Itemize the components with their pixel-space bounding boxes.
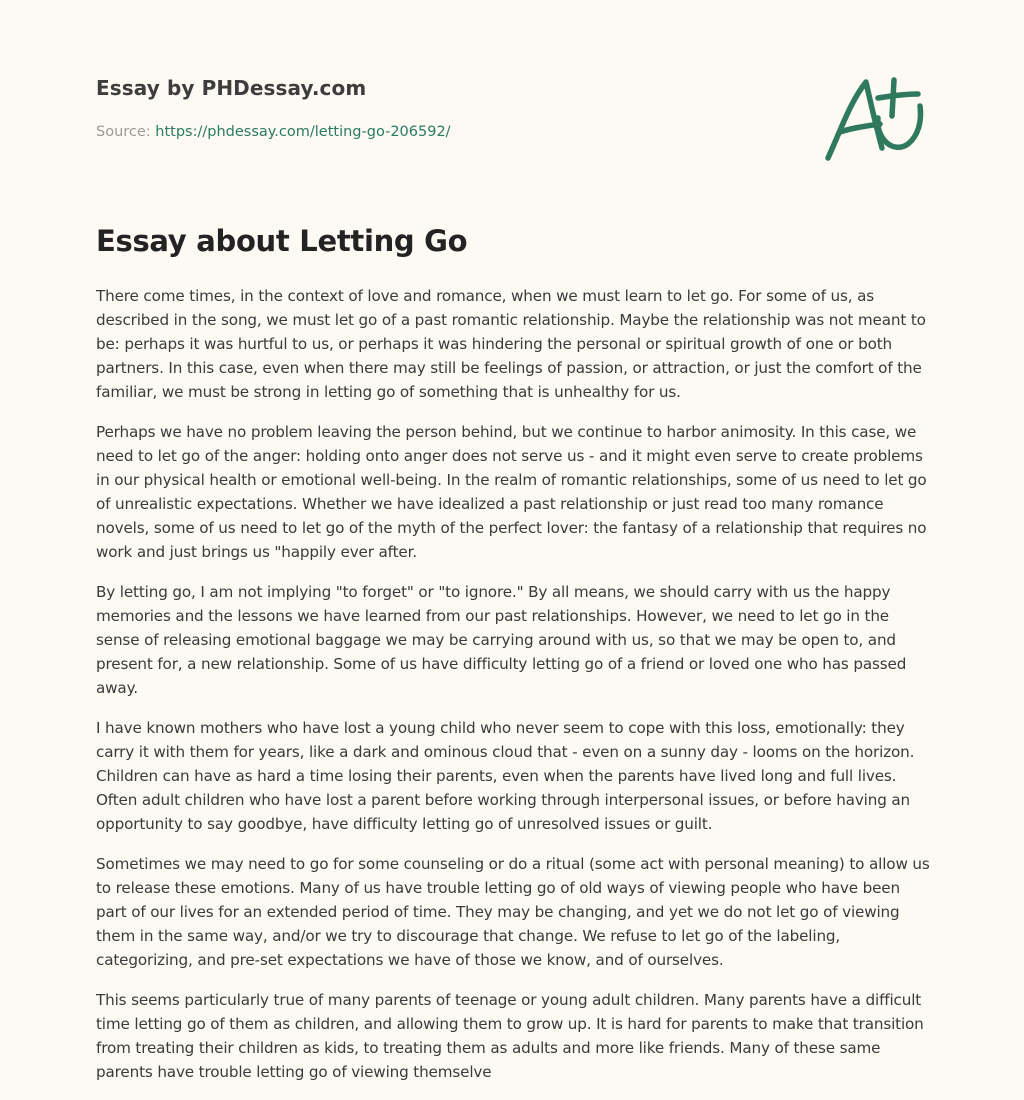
essay-paragraph: There come times, in the context of love and romance, when we must learn to let go. For some of us, as described in the song, we must let go of a past romantic relationship. Maybe the relationship was not meant to be: perhaps it was hurtful to us, or perhaps it was hindering the personal or spiritual growth of one or both partners. In this case, even when there may still be feelings of passion, or attraction, or just the comfort of the familiar, we must be strong in letting go of something that is unhealthy for us. [96,287,926,401]
source-label: Source: [96,124,156,140]
essay-body [96,284,932,1100]
site-title: Essay by PHDessay.com [96,76,367,100]
source-line [96,124,451,140]
essay-paragraph: By letting go, I am not implying "to forget" or "to ignore." By all means, we should carry with us the happy memories and the lessons we have learned from our past relationships. However, we need to let go in the sense of releasing emotional baggage we may be carrying around with us, so that we may be open to, and present for, a new relationship. Some of us have difficulty letting go of a friend or loved one who has passed away. [96,583,907,697]
essay-paragraph: I have known mothers who have lost a young child who never seem to cope with this loss, emotionally: they carry it with them for years, like a dark and ominous cloud that - even on a sunny day - looms on the horizon. Children can have as hard a time losing their parents, even when the parents have lived long and full lives. Often adult children who have lost a parent before working through interpersonal issues, or before having an opportunity to say goodbye, have difficulty letting go of unresolved issues or guilt. [96,719,915,833]
essay-title: Essay about Letting Go [96,224,468,258]
essay-paragraph: Sometimes we may need to go for some counseling or do a ritual (some act with personal meaning) to allow us to release these emotions. Many of us have trouble letting go of old ways of viewing people who have been part of our lives for an extended period of time. They may be changing, and yet we do not let go of viewing them in the same way, and/or we try to discourage that change. We refuse to let go of the labeling, categorizing, and pre-set expectations we have of those we know, and of ourselves. [96,855,930,969]
a-plus-logo [820,66,932,166]
source-link[interactable]: https://phdessay.com/letting-go-206592/ [155,124,451,140]
essay-paragraph: This seems particularly true of many parents of teenage or young adult children. Many parents have a difficult time letting go of them as children, and allowing them to grow up. It is hard for parents to make that transition from treating their children as kids, to treating them as adults and more like friends. Many of these same parents have trouble letting go of viewing themselve [96,991,924,1081]
a-plus-logo-icon [820,66,932,166]
essay-paragraph: Perhaps we have no problem leaving the person behind, but we continue to harbor animosity. In this case, we need to let go of the anger: holding onto anger does not serve us - and it might even serve to create problems in our physical health or emotional well-being. In the realm of romantic relationships, some of us need to let go of unrealistic expectations. Whether we have idealized a past relationship or just read too many romance novels, some of us need to let go of the myth of the perfect lover: the fantasy of a relationship that requires no work and just brings us "happily ever after. [96,423,927,561]
